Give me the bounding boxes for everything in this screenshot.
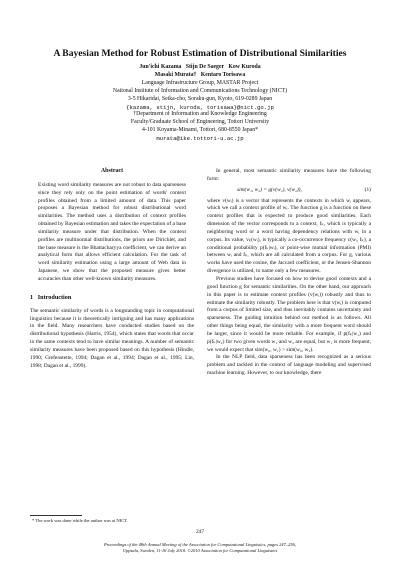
introduction-paragraph: The semantic similarity of words is a longstanding topic in computational linguistics because it is theoretically intriguing and has many applications in the field. Many researchers have conducted studies based on the distributional hypothesis (Harris, 1954), which states that words that occur in the same contexts tend to have similar meanings. A number of semantic similarity measures have been proposed based on this hypothesis (Hindle, 1990; Grefenstette, 1994; Dagan et al., 1994; Dagan et al., 1995; Lin, 1998; Dagan et al., 1999). <box>30 307 194 369</box>
equation-1 <box>207 184 371 198</box>
affiliation-line: †Department of Information and Knowledge Engineering <box>133 111 267 118</box>
affiliation-line: Language Infrastructure Group, MASTAR Project <box>141 79 259 86</box>
body-paragraph: In general, most semantic similarity measures have the following form: <box>207 168 371 182</box>
page-number: 247 <box>195 529 205 535</box>
proceedings-line-1: Proceedings of the 48th Annual Meeting of the Association for Computational Linguistics, pages 247–256, <box>103 542 297 547</box>
section-heading-introduction: 1 Introduction <box>30 293 72 301</box>
abstract-heading: Abstract <box>100 168 124 174</box>
left-column <box>30 168 194 370</box>
body-paragraph: where v(wᵢ) is a vector that represents the contexts in which wᵢ appears, which we call a context profile of wᵢ. The function g is a function on these context profiles that is expected to produce good similarities. Each dimension of the vector corresponds to a context, fₖ, which is typically a neighboring word or a word having dependency relations with wᵢ in a corpus. Its value, vₖ(wᵢ), is typically a co-occurrence frequency c(wᵢ, fₖ), a conditional probability p(fₖ|wᵢ), or point-wise mutual information (PMI) between wᵢ and fₖ, which are all calculated from a corpus. For g, various works have used the cosine, the Jaccard coefficient, or the Jensen-Shannon divergence is utilized, to name only a few measures. <box>207 197 371 275</box>
equation-number: (1) <box>364 186 371 193</box>
authors-line-2: Masaki Murata† Kentaro Torisawa <box>154 71 246 78</box>
affiliation-line: Faculty/Graduate School of Engineering, Tottori University <box>130 119 270 126</box>
body-paragraph: Previous studies have focused on how to devise good contexts and a good function g for semantic similarities. On the other hand, our approach in this paper is to estimate context profiles (v(wᵢ)) robustly and thus to estimate the similarity robustly. The problem here is that v(wᵢ) is computed from a corpus of limited size, and thus inevitably contains uncertainty and sparseness. The guiding intuition behind our method is as follows. All other things being equal, the similarity with a more frequent word should be larger, since it would be more reliable. For example, if p(fₖ|w₁) and p(fₖ|w₂) for two given words w₁ and w₂ are equal, but w₁ is more frequent, we would expect that sim(w₀, w₁) > sim(w₀, w₂). <box>207 275 371 353</box>
proceedings-line-2: Uppsala, Sweden, 11-16 July 2010. ©2010 Association for Computational Linguistics <box>122 548 278 553</box>
proceedings-footer <box>0 542 400 554</box>
authors-line-1: Jun'ichi Kazama Stijn De Saeger Kow Kuroda <box>139 64 261 70</box>
body-paragraph: In the NLP field, data sparseness has been recognized as a serious problem and tackled in the context of language modeling and supervised machine learning. However, to our knowledge, there <box>207 354 371 377</box>
equation-body: sim(w₁, w₂) = g(v(w₁), v(w₂)), <box>237 186 302 193</box>
abstract-text: Existing word similarity measures are not robust to data sparseness since they rely only on the point estimation of words' context profiles obtained from a limited amount of data. This paper proposes a Bayesian method for robust distributional word similarities. The method uses a distribution of context profiles obtained by Bayesian estimation and takes the expectation of a base similarity measure under that distribution. When the context profiles are multinomial distributions, the priors are Dirichlet, and the base measure is the Bhattacharyya coefficient, we can derive an analytical form that allows efficient calculation. For the task of word similarity estimation using a large amount of Web data in Japanese, we show that the proposed measure gives better accuracies than other well-known similarity measures. <box>38 181 186 282</box>
affiliation-line: National Institute of Information and Communications Technology (NICT) <box>112 87 288 94</box>
paper-title: A Bayesian Method for Robust Estimation of Distributional Similarities <box>53 48 347 59</box>
affiliation-line: 4-101 Koyama-Minami, Tottori, 680-8550 Japan* <box>141 127 259 134</box>
affiliation-line: 3-5 Hikaridai, Seika-cho, Soraku-gun, Kyoto, 619-0289 Japan <box>127 95 273 102</box>
author-block <box>0 64 400 143</box>
email-nict: {kazama, stijn, kuroda, torisawa}@nict.go.jp <box>126 103 274 111</box>
footnote-rule <box>30 515 82 516</box>
email-tottori: murata@ike.tottori-u.ac.jp <box>156 135 244 143</box>
right-column <box>207 168 371 378</box>
footnote: * The work was done while the author was at NICT. <box>32 518 128 523</box>
